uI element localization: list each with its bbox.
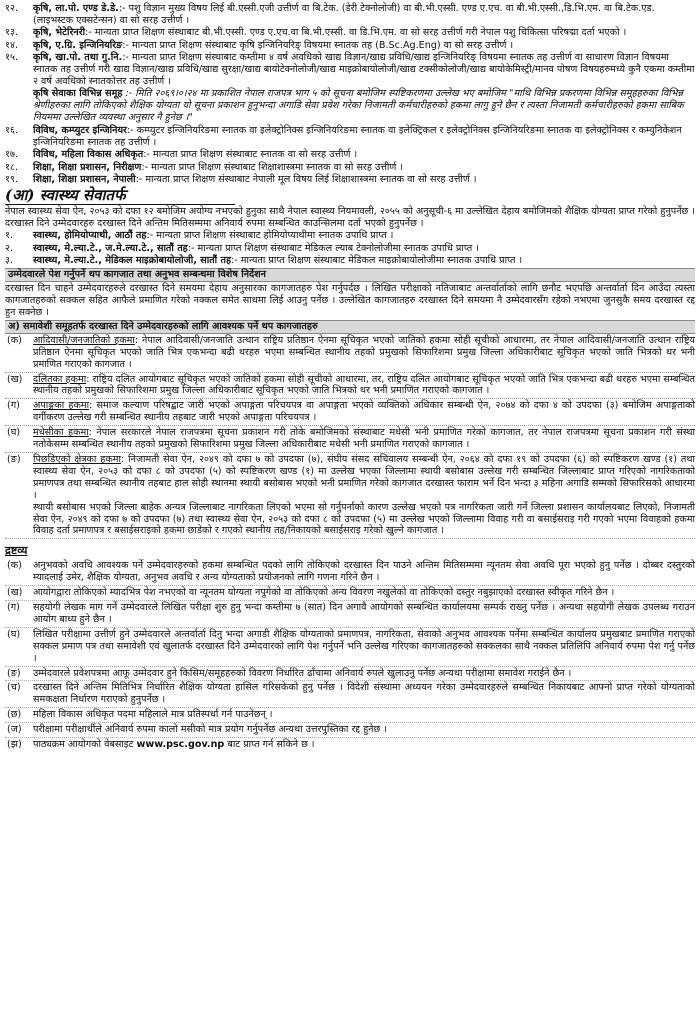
item-text: :- मान्यता प्राप्त शिक्षण संस्थाबाट कम्तीमा ४ वर्ष अवधिको खाद्य विज्ञान/खाद्य प्रविधि/खाद्य इन्जिनियरिङ् विषयमा स्नातक तह उत्तीर्ण वा साधारण विज्ञान विषयमा स्नातक तह उत्तीर्ण गरी खाद्य विज्ञान/खाद्य प्रविधि/खाद्य सुरक्षा/खाद्य बायोटेक्नोलोजी/खाद्य माइक्रोबायोलोजी/खाद्य टक्सीकोलोजी/खाद्य बायोकेमिस्ट्री/मानव पोषण विषयहरुमध्ये कुनै एकमा कम्तीमा २ वर्ष अवधिको स्नातकोत्तर तह उत्तीर्ण । [33,52,695,87]
list-item [5,243,695,255]
item-text: अनुभवको अवधि आवश्यक पर्ने उम्मेदवारहरुको हकमा सम्बन्धित पदको लागि तोकिएको दरखास्त दिन पाउने अन्तिम मितिसम्ममा न्यूनतम सेवा अवधि पूरा भएको हुनु पर्नेछ । दोब्बर दस्तुरको म्यादलाई उमेर, शैक्षिक योग्यता, अनुभव अवधि र अन्य योग्यताको प्रयोजनको लागि गणना गरिने छैन । [33,560,696,584]
inclusive-items-list [5,335,695,540]
notes-list [5,560,695,738]
list-item [5,682,695,708]
list-item [5,52,695,88]
item-text: :- मान्यता प्राप्त शिक्षण संस्थाबाट शिक्षाशास्त्रमा स्नातक वा सो सरह उत्तीर्ण । [141,161,403,173]
item-title: अपाङ्गका हकमा [33,400,90,412]
item-text: : नेपाल आदिवासी/जनजाति उत्थान राष्ट्रिय प्रतिष्ठान ऐनमा सूचिकृत भएको जातिको हकमा सोही सूचीको आधारमा, तर नेपाल आदिवासी/जनजाति उत्थान राष्ट्रिय प्रतिष्ठान ऐनमा सूचिकृत भएको जाति भित्र एकभन्दा बढी थरहरु भएमा सम्बन्धित स्थानीय तहको प्रमुखको सिफारिशमा प्रमुख जिल्ला अधिकारीबाट सूचिकृत भएको जाति भित्रको थर भनी प्रमाणित गराएको कागजात । [33,334,695,370]
item-text: :- मान्यता प्राप्त शिक्षण संस्थाबाट नेपाली मूल विषय लिई शिक्षाशास्त्रमा स्नातक वा सो सरह उत्तीर्ण । [135,174,477,186]
item-title: दलितका हकमा [33,373,87,385]
item-text: सहयोगी लेखक माग गर्ने उम्मेदवारले लिखित परीक्षा शुरु हुनु भन्दा कम्तीमा ७ (सात) दिन अगावै आयोगको सम्बन्धित कार्यालयमा सम्पर्क राख्नु पर्नेछ । अन्यथा सहयोगी लेखक उपलब्ध गराउन आयोग बाध्य हुने छैन । [33,601,695,625]
list-item [5,255,695,267]
list-item [5,3,695,27]
item-title: स्वास्थ्य, मे.ल्या.टे., ज.मे.ल्या.टे., सातौं तह [33,242,188,254]
health-items-list [5,230,695,267]
item-number: ३. [5,255,14,267]
note-item-number: (झ) [7,739,22,751]
item-number: १३. [5,27,19,39]
item-number: (ख) [7,587,23,599]
item-text: आयोगद्वारा तोकिएको म्यादभित्र पेश नभएको वा न्यूनतम योग्यता नपुगेको वा तोकिएको अन्य विवरण नखुलेको वा तोकिएको दस्तुर नबुझाएको दरखास्त स्वीकृत गरिने छैन । [33,587,615,599]
item-text: :- पशु विज्ञान मुख्य विषय लिई बी.एस्सी.एजी उत्तीर्ण वा बि.टेक. (डेरी टेक्नोलोजी) वा बी.भी.एस्सी. एण्ड ए.एच. वा बी.भी.एस्सी.,डि.भि.एम. वा बि.टेक.एड. (लाइभस्टक एक्सटेन्सन) वा सो सरह उत्तीर्ण । [33,3,655,26]
mid-items-list [5,125,695,186]
list-item [5,709,695,723]
item-number: १६. [5,125,19,137]
list-item [5,668,695,682]
item-number: (क) [7,334,22,346]
item-number: (ङ) [7,454,21,465]
item-number: १७. [5,149,19,161]
item-text: :- मान्यता प्राप्त शिक्षण संस्थाबाट होमियोप्याथीमा स्नातक उपाधि प्राप्त । [146,230,394,242]
item-number: (च) [7,682,21,694]
health-banner: (आ) स्वास्थ्य सेवातर्फ [5,187,235,205]
item-text: दरखास्त दिने अन्तिम मितिभित्र निर्धारित शैक्षिक योग्यता हासिल गरिसकेको हुनु पर्नेछ । विदेशी संस्थामा अध्ययन गरेका उम्मेदवारहरुले सम्बन्धित निकायबाट आफ्नो प्राप्त गरेको योग्यताको समकक्षता निर्धारण गराएको हुनुपर्नेछ । [33,682,695,706]
item-number: १२. [5,3,19,14]
section1-heading: उम्मेदवारले पेश गर्नुपर्ने थप कागजात तथा अनुभव सम्बन्धमा विशेष निर्देशन [5,268,695,282]
item-text: : समाज कल्याण परिषद्बाट जारी भएको अपाङ्गता परिचयपत्र वा अपाङ्गता भएको व्यक्तिको अधिकार सम्बन्धी ऐन, २०७४ को दफा ४ को उपदफा (३) बमोजिम अपाङ्गताको वर्गीकरण उल्लेख गरी सम्बन्धित स्थानीय तहबाट जारी भएको अपाङ्गता परिचयपत्र । [33,400,695,424]
item-text: :- कम्प्युटर इन्जिनियरिङमा स्नातक वा इलेक्ट्रोनिक्स इन्जिनियरिङमा स्नातक वा इलेक्ट्रिकल र इलेक्ट्रोनिक्स इन्जिनियरिङमा स्नातक वा इलेक्ट्रोनिक्स र कम्युनिकेशन इन्जिनियरिङमा स्नातक तह उत्तीर्ण । [33,125,682,148]
item-title: कृषि, खा.पो. तथा गु.नि. [33,52,123,64]
item-title: मधेसीका हकमा [33,427,89,439]
item-number: (ङ) [7,667,21,679]
item-text: : नेपाल सरकारले नेपाल राजपत्रमा सूचना प्रकाशन गरी तोके बमोजिमको संस्थाबाट मधेसी भनी प्रमाणित गरेको कागजात, तर नेपाल राजपत्रमा सूचना प्रकाशन गरी संस्था नतोकेसम्म सम्बन्धित स्थानीय तहको प्रमुखको सिफारिशमा प्रमुख जिल्ला अधिकारीबाट मधेसी भनी प्रमाणित गराएको कागजात । [33,427,695,451]
item-text: :- मान्यता प्राप्त शिक्षण संस्थाबाट बी.भी.एस्सी. एण्ड ए.एच.वा बि.भी.एस्सी. वा डि.भि.एम. वा सो सरह उत्तीर्ण गरी नेपाल पशु चिकित्सा परिषद्मा दर्ता भएको । [85,27,627,39]
item-number: (ग) [7,601,20,613]
list-item [5,454,695,539]
item-number: (ज) [7,724,22,736]
item-text: : राष्ट्रिय दलित आयोगबाट सूचिकृत भएको जातिको हकमा सोही सूचीको आधारमा, तर, राष्ट्रिय दलित आयोगबाट सूचिकृत भएको जाति भित्र एकभन्दा बढी थरहरु भएमा सम्बन्धित स्थानीय तहको प्रमुखको सिफारिशमा प्रमुख जिल्ला अधिकारीबाट सूचिकृत भएको जाति भित्रको थर भनी प्रमाणित गराएको कागजात । [33,373,695,397]
item-number: (छ) [7,709,22,721]
item-title: विविध, महिला विकास अधिकृत [33,149,144,161]
note-text: :- मिति २०६९।०।२४ मा प्रकाशित नेपाल राजपत्र भाग ५ को सूचना बमोजिम स्पष्टिकरणमा उल्लेख भए बमोजिम "माथि विभिन्न प्रकरणमा विभिन्न समूहहरुका विभिन्न श्रेणीहरुका लागि तोकिएको शैक्षिक योग्यता यो सूचना प्रकाशन हुनुभन्दा अगाडि सेवा प्रवेश गरेका निजामती कर्मचारीहरुको हकमा लागु हुने छैन र त्यस्ता निजामती कर्मचारीहरुको हकमा साबिक नियममा उल्लेखित व्यवस्था अनुसार नै हुनेछ ।" [33,88,684,124]
item-text: :- मान्यता प्राप्त शिक्षण संस्थाबाट मेडिकल माइक्रोबायोलोजीमा स्नातक उपाधि प्राप्त । [231,255,523,267]
list-item [5,335,695,373]
item-title: शिक्षा, शिक्षा प्रशासन, निरीक्षण [33,161,142,173]
list-item [5,560,695,586]
list-item [5,374,695,400]
item-text: : निजामती सेवा ऐन, २०४९ को दफा ७ को उपदफा (७), संघीय संसद सचिवालय सम्बन्धी ऐन, २०६४ को दफा १९ को उपदफा (६) को स्पष्टिकरण खण्ड (१) तथा स्वास्थ्य सेवा ऐन, २०५३ को दफा ८ को उपदफा (५) को स्पष्टिकरण खण्ड (१) मा उल्लेख भएका जिल्लामा स्थायी बसोबास उल्लेख गरी सम्बन्धित जिल्लाबाट प्राप्त गरिएको नागरिकताको प्रमाणपत्र तथा सम्बन्धित स्थानीय तहबाट हाल सोही स्थानमा स्थायी बसोबास भएको भनी प्रमाणित गरेको कागजात दरखास्त फाराम भर्ने दिन भन्दा ३ महिना अगाडि सम्मको सिफारिसको आधारमा । [33,454,696,501]
item-number: (घ) [7,427,21,439]
list-item [5,125,695,149]
item-text: महिला विकास अधिकृत पदमा महिलाले मात्र प्रतिस्पर्धा गर्न पाउनेछन् । [33,709,273,721]
item-title: कृषि, ए.ग्रि. इन्जिनियरिङ [33,39,123,51]
item-text: परीक्षामा परीक्षार्थीले अनिवार्य रुपमा कालो मसीको मात्र प्रयोग गर्नुपर्नेछ अन्यथा उत्तरपुस्तिका रद्द हुनेछ । [33,724,387,736]
list-item [5,602,695,628]
item-title: आदिवासी/जनजातिको हकमा [33,334,135,346]
item-text: लिखित परीक्षामा उत्तीर्ण हुने उम्मेदवारले अन्तर्वार्ता दिनु भन्दा अगाडी शैक्षिक योग्यताको प्रमाणपत्र, नागरिकता, सेवाको अनुभव आवश्यक पर्नेमा सम्बन्धित कार्यालय प्रमुखबाट प्रमाणित गराएको सक्कल प्रमाण पत्र तथा समावेशी एवं खुलातर्फ दरखास्त दिने उम्मेदवारको लागि पेश गर्नुपर्ने भनि उल्लेख गरिएका कागजातहरुको सक्कलका साथै नक्कल प्रतिलिपि अनिवार्य रुपमा पेश गर्नु पर्नेछ । [33,628,695,664]
note-item-text: पाठ्यक्रम आयोगको वेबसाइट [33,739,134,751]
item-text: :- मान्यता प्राप्त शिक्षण संस्थाबाट मेडिकल ल्याब टेक्नोलोजीमा स्नातक उपाधि प्राप्त । [187,242,479,254]
item-text: :- मान्यता प्राप्त शिक्षण संस्थाबाट कृषि इन्जिनियरिङ् विषयमा स्नातक तह (B.Sc.Ag.Eng) वा सो सरह उत्तीर्ण । [122,39,514,51]
item-text-continued: स्थायी बसोबास भएको जिल्ला बाहेक अन्यत्र जिल्लाबाट नागरिकता लिएको भएमा सो गर्नुपर्नाको कारण उल्लेख भएको पत्र नागरिकता जारी गर्ने जिल्ला प्रशासन कार्यालयबाट लिएको, निजामती सेवा ऐन, २०४९ को दफा ७ को उपदफा (७) तथा स्वास्थ्य सेवा ऐन, २०५३ को दफा ८ को उपदफा (५) मा उल्लेख भएको जिल्लामा विवाह गरी वा बसाईसराइ गरी गएको भएमा विवाहको हकमा विवाह दर्ता प्रमाणपत्र र बसाईसराइको हकमा छाडेको र गएको स्थानीय तह/निकायको बसाईसराइ गरेको खुल्ने कागजात । [33,501,695,537]
note-item-last [5,739,695,751]
list-item [5,400,695,426]
item-number: २. [5,242,14,254]
item-text: उम्मेदवारले प्रवेशपत्रमा आफू उम्मेदवार हुने किसिम/समूहहरुको विवरण निर्धारित ढाँचामा अनिवार्य रुपले खुलाउनु पर्नेछ अन्यथा परीक्षामा समावेश गराईने छैन । [33,667,572,679]
list-item [5,149,695,161]
section2-heading: अ) समावेशी समूहतर्फ दरखास्त दिने उम्मेदवारहरुको लागि आवश्यक पर्ने थप कागजातहरु [5,320,695,334]
item-title: विविध, कम्प्युटर इन्जिनियर [33,125,127,137]
item-text: :- मान्यता प्राप्त शिक्षण संस्थाबाट स्नातक वा सो सरह उत्तीर्ण । [143,149,358,161]
top-items-list [5,3,695,88]
dristavya-heading: द्रष्टव्य [5,544,28,558]
website-link[interactable]: www.psc.gov.np [136,739,225,751]
list-item [5,629,695,667]
list-item [5,162,695,174]
list-item [5,587,695,601]
item-number: (ग) [7,400,20,412]
item-number: १४. [5,39,19,51]
list-item [5,427,695,453]
list-item [5,724,695,738]
item-number: (क) [7,560,22,572]
item-title: कृषि, भेटेरिनरी [33,27,86,39]
item-title: स्वास्थ्य, मे.ल्या.टे., मेडिकल माइक्रोबायोलोजी, सातौं तह [33,255,232,267]
item-number: (ख) [7,373,23,385]
item-title: कृषि, ला.पो. एण्ड डे.डे. [33,3,119,14]
list-item [5,27,695,39]
list-item [5,40,695,52]
note-paragraph [5,88,695,124]
note-item-text-after: बाट प्राप्त गर्न सकिने छ । [227,739,315,751]
section1-text: दरखास्त दिन चाहने उम्मेदवारहरुले दरखास्त दिने समयमा देहाय अनुसारका कागजातहरु पेश गर्नुपर्दछ । लिखित परीक्षाको नतिजाबाट अन्तर्वार्ताको लागि छनौट भएपछि अन्तर्वार्ता दिन आउँदा त्यस्ता कागजातहरुको सक्कल सहित आफैले प्रमाणित गरेको नक्कल समेत साथमा लिई आउनु पर्नेछ । उल्लेखित कागजातहरु दरखास्त दिने समयमा नै उम्मेदवारसँग रहेको नभएमा जुनसुकै समय दरखास्त रद्द हुन सक्नेछ । [5,283,695,318]
item-number: (घ) [7,628,21,640]
health-intro: नेपाल स्वास्थ्य सेवा ऐन, २०५३ को दफा १२ बमोजिम अयोग्य नभएको हुनुका साथै नेपाल स्वास्थ्य नियमावली, २०५५ को अनुसूची-६ मा उल्लेखित देहाय बमोजिमको शैक्षिक योग्यता प्राप्त गरेको हुनुपर्नेछ । दरखास्त दिने उम्मेदवारहरु दरखास्त दिने अन्तिम मितिसम्ममा अनिवार्य रुपमा सम्बन्धित काउन्सिलमा दर्ता भएको हुनुपर्नेछ । [5,206,695,229]
item-number: १९. [5,174,19,186]
document [5,3,695,751]
item-title: शिक्षा, शिक्षा प्रशासन, नेपाली [33,174,136,186]
item-number: १. [5,230,14,242]
list-item [5,174,695,186]
list-item [5,230,695,242]
note-title: कृषि सेवाका विभिन्न समूह [33,88,123,100]
item-title: स्वास्थ्य, होमियोप्याथी, आठौं तह [33,230,147,242]
item-number: १५. [5,52,19,64]
item-number: १८. [5,161,19,173]
item-title: पिछडिएको क्षेत्रका हकमा [33,454,121,465]
